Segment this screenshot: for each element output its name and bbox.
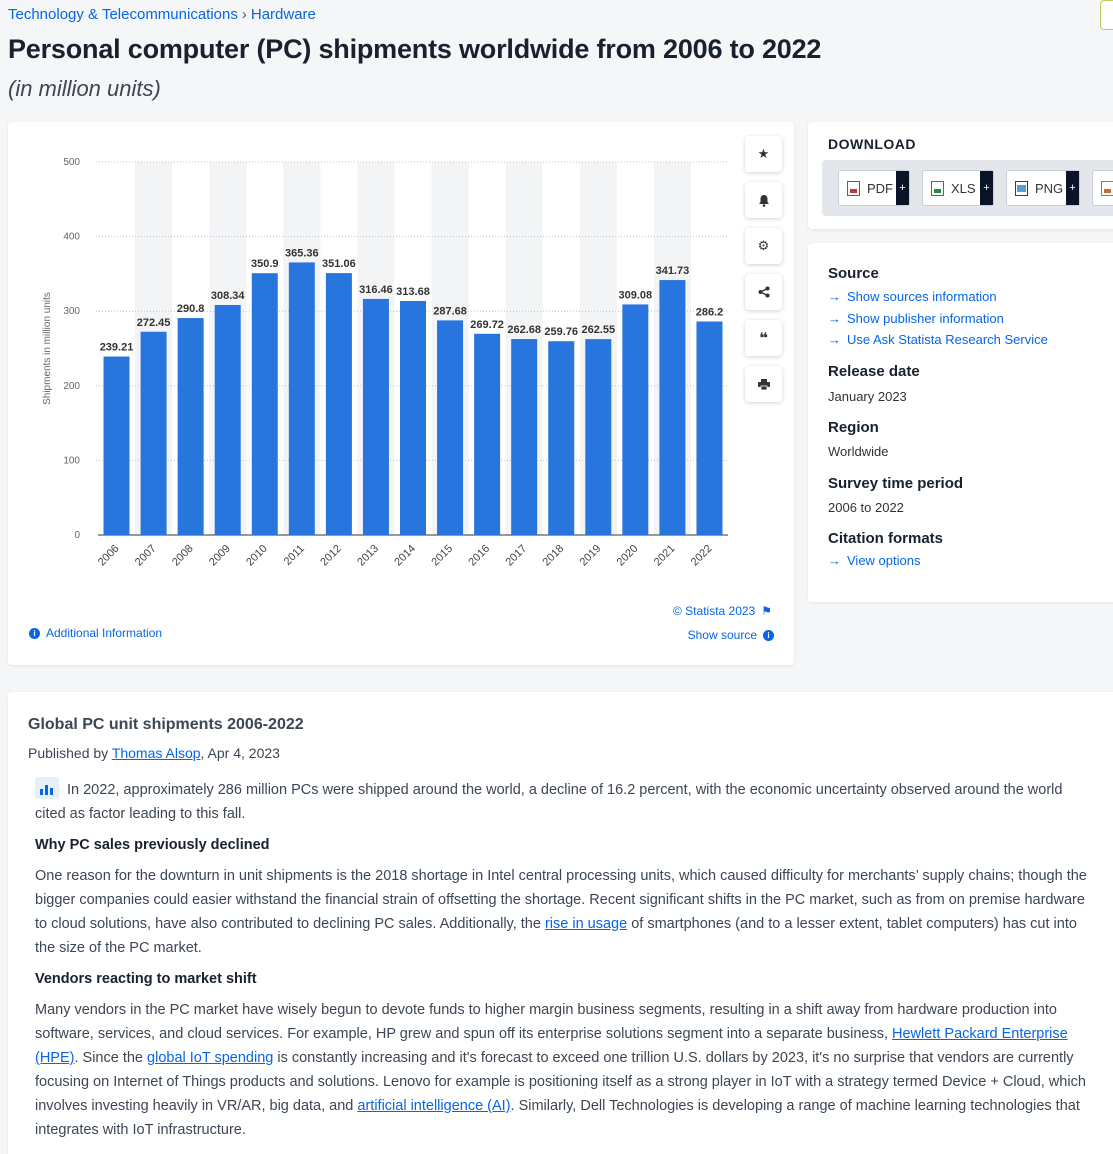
x-tick-label: 2007 (132, 542, 159, 569)
intro-text: In 2022, approximately 286 million PCs were shipped around the world, a decline of 16.2 percent, with the economic uncertainty observed around the world cited as factor leading to this fall. (35, 782, 1063, 822)
plus-icon: + (980, 171, 993, 205)
copyright-text: © Statista 2023 (673, 604, 756, 618)
citation-formats-heading: Citation formats (828, 530, 944, 547)
data-label: 316.46 (359, 283, 393, 296)
x-tick-label: 2013 (355, 542, 382, 569)
paragraph-text: is constantly increasing and it's forecast to exceed one trillion U.S. dollars by 2023, it's no surprise that vendors are currently focusing on Internet of Things products and solutions. Lenovo for example is positioning itself as a strong player in IoT with a strategy termed Device + Cloud, which involves investing heavily in VR/AR, big data, and (35, 1050, 1086, 1114)
x-tick-label: 2011 (281, 542, 307, 568)
download-card (808, 122, 1113, 229)
additional-info-text: Additional Information (46, 626, 163, 640)
data-label: 313.68 (396, 285, 430, 298)
ask-statista-text: Use Ask Statista Research Service (847, 332, 1048, 347)
bar-2009 (215, 305, 241, 535)
show-sources-link[interactable] (828, 289, 997, 304)
x-tick-label: 2016 (466, 542, 493, 569)
paragraph-decline (35, 864, 1095, 960)
download-pdf-button[interactable] (838, 170, 910, 206)
show-source-text: Show source (687, 628, 757, 642)
ai-summary-icon (35, 777, 59, 799)
article-card (8, 692, 1113, 1154)
gear-icon: ⚙ (757, 238, 770, 253)
article-intro (35, 778, 1095, 826)
paragraph-text: . Similarly, Dell Technologies is developing a range of machine learning technologies that integrates with IoT infrastructure. (35, 1098, 1080, 1138)
iot-spending-link[interactable]: global IoT spending (147, 1050, 274, 1066)
ask-statista-link[interactable] (828, 332, 1048, 347)
x-tick-label: 2021 (651, 542, 678, 569)
release-date-value: January 2023 (828, 389, 907, 404)
additional-info-link[interactable] (29, 626, 162, 640)
star-icon: ★ (757, 146, 770, 161)
breadcrumb-subcategory-link[interactable]: Hardware (250, 6, 316, 23)
y-tick-label: 300 (63, 306, 80, 318)
page-subtitle: (in million units) (8, 76, 161, 101)
bar-chart (8, 122, 738, 602)
breadcrumb-category-link[interactable]: Technology & Telecommunications (8, 6, 238, 23)
article-title: Global PC unit shipments 2006-2022 (28, 716, 304, 733)
arrow-right-icon: → (828, 332, 841, 347)
paragraph-vendors (35, 998, 1095, 1142)
info-icon: i (29, 628, 40, 639)
ppt-file-icon (1101, 181, 1113, 196)
breadcrumb-separator: › (241, 6, 247, 23)
xls-file-icon (931, 181, 944, 196)
publish-date: , Apr 4, 2023 (200, 745, 280, 761)
x-tick-label: 2008 (169, 542, 196, 569)
settings-button[interactable] (745, 228, 782, 264)
statistic-details-card (808, 243, 1113, 602)
notification-button[interactable] (745, 182, 782, 218)
data-label: 290.8 (176, 303, 205, 316)
download-png-label: PNG (1035, 180, 1064, 196)
view-options-link[interactable] (828, 553, 920, 568)
png-file-icon (1015, 181, 1028, 196)
bar-2010 (252, 273, 278, 535)
download-pdf-label: PDF (867, 180, 893, 196)
bar-2022 (696, 321, 722, 535)
download-tray (822, 160, 1113, 216)
bar-2021 (659, 280, 685, 535)
bar-2020 (622, 304, 648, 535)
survey-period-value: 2006 to 2022 (828, 500, 904, 515)
share-button[interactable] (745, 274, 782, 310)
data-label: 351.06 (322, 258, 356, 271)
show-publisher-text: Show publisher information (847, 311, 1004, 326)
data-label: 341.73 (655, 265, 690, 278)
paragraph-text: Many vendors in the PC market have wisely begun to devote funds to higher margin business segments, resulting in a shift away from hardware production into software, services, and cloud services. For example, HP grew and spun off its enterprise solutions segment into a separate business, (35, 1002, 1057, 1042)
bar-2006 (104, 357, 130, 535)
print-button[interactable] (745, 366, 782, 402)
hpe-link[interactable]: Hewlett Packard Enterprise (HPE) (35, 1026, 1068, 1066)
x-tick-label: 2020 (614, 542, 641, 569)
show-source-link[interactable] (688, 628, 774, 642)
show-publisher-link[interactable] (828, 311, 1004, 326)
byline-prefix: Published by (28, 745, 112, 761)
paragraph-text: One reason for the downturn in unit shipments is the 2018 shortage in Intel central processing units, which caused difficulty for merchants’ supply chains; though the bigger companies could easier withstand the financial strain of offsetting the shortage. Recent significant shifts in the PC market, such as from on premise hardware to cloud solutions, have also contributed to declining PC sales. Additionally, the (35, 868, 1087, 932)
print-icon (758, 379, 770, 390)
share-icon (758, 286, 770, 298)
breadcrumb (8, 6, 316, 23)
arrow-right-icon: → (828, 289, 841, 304)
show-sources-text: Show sources information (847, 289, 997, 304)
bar-2016 (474, 334, 500, 535)
data-label: 239.21 (99, 341, 134, 354)
bar-2013 (363, 299, 389, 535)
data-label: 365.36 (284, 247, 319, 260)
release-date-heading: Release date (828, 363, 920, 380)
x-tick-label: 2017 (503, 542, 530, 569)
download-xls-label: XLS (951, 180, 976, 196)
bar-2012 (326, 273, 352, 535)
x-tick-label: 2015 (429, 542, 456, 569)
paragraph-text: . Since the (74, 1050, 148, 1066)
article-byline (28, 745, 280, 761)
paragraph-text: of smartphones (and to a lesser extent, tablet computers) has cut into the size of the PC market. (35, 916, 1077, 956)
bar-2017 (511, 339, 537, 535)
y-tick-label: 100 (63, 455, 80, 467)
data-label: 308.34 (210, 289, 245, 302)
source-heading: Source (828, 265, 879, 282)
arrow-right-icon: → (828, 311, 841, 326)
region-heading: Region (828, 419, 879, 436)
y-tick-label: 0 (74, 530, 80, 541)
data-label: 262.55 (581, 324, 616, 337)
region-value: Worldwide (828, 444, 889, 459)
bell-icon (758, 194, 770, 207)
download-title: DOWNLOAD (828, 136, 916, 152)
author-link[interactable]: Thomas Alsop (111, 745, 201, 761)
y-tick-label: 500 (63, 157, 80, 168)
x-tick-label: 2014 (392, 542, 419, 569)
favorite-button[interactable] (745, 136, 782, 172)
y-tick-label: 200 (63, 380, 80, 392)
download-png-button[interactable] (1006, 170, 1080, 206)
bar-2019 (585, 339, 611, 535)
chart-card (8, 122, 794, 665)
download-xls-button[interactable] (922, 170, 994, 206)
data-label: 287.68 (433, 305, 467, 318)
data-label: 309.08 (618, 289, 653, 302)
cite-button[interactable] (745, 320, 782, 356)
x-tick-label: 2009 (207, 542, 233, 569)
corner-widget[interactable] (1100, 0, 1113, 30)
data-label: 350.9 (250, 258, 279, 271)
y-axis-label: Shipments in million units (42, 292, 53, 405)
bar-2014 (400, 301, 426, 535)
data-label: 269.72 (470, 318, 504, 331)
download-ppt-button[interactable] (1092, 170, 1113, 206)
bar-2015 (437, 320, 463, 535)
quote-icon: ❝ (759, 330, 768, 347)
survey-period-heading: Survey time period (828, 475, 964, 492)
view-options-text: View options (847, 553, 921, 568)
plus-icon: + (1066, 171, 1079, 205)
bar-2007 (141, 332, 167, 535)
copyright-link[interactable] (673, 604, 772, 618)
y-tick-label: 400 (63, 231, 80, 243)
data-label: 262.68 (507, 324, 542, 337)
x-tick-label: 2012 (318, 542, 345, 569)
x-tick-label: 2019 (577, 542, 604, 569)
x-tick-label: 2006 (95, 542, 122, 569)
flag-icon: ⚑ (761, 604, 772, 618)
arrow-right-icon: → (828, 553, 841, 568)
bar-2018 (548, 341, 574, 535)
ai-link[interactable]: artificial intelligence (AI) (357, 1098, 511, 1114)
data-label: 272.45 (136, 316, 171, 329)
pdf-file-icon (847, 181, 860, 196)
data-label: 286.2 (695, 306, 724, 319)
x-tick-label: 2022 (688, 542, 715, 569)
section-heading-decline: Why PC sales previously declined (35, 837, 270, 853)
page-title: Personal computer (PC) shipments worldwide from 2006 to 2022 (8, 34, 822, 64)
x-tick-label: 2018 (540, 542, 567, 569)
section-heading-vendors: Vendors reacting to market shift (35, 971, 257, 987)
info-icon: i (763, 630, 774, 641)
x-tick-label: 2010 (244, 542, 270, 569)
plus-icon: + (896, 171, 909, 205)
data-label: 259.76 (544, 326, 579, 339)
rise-in-usage-link[interactable]: rise in usage (544, 916, 628, 932)
article-body (35, 778, 1095, 1149)
bar-2011 (289, 262, 315, 535)
bar-2008 (178, 318, 204, 535)
